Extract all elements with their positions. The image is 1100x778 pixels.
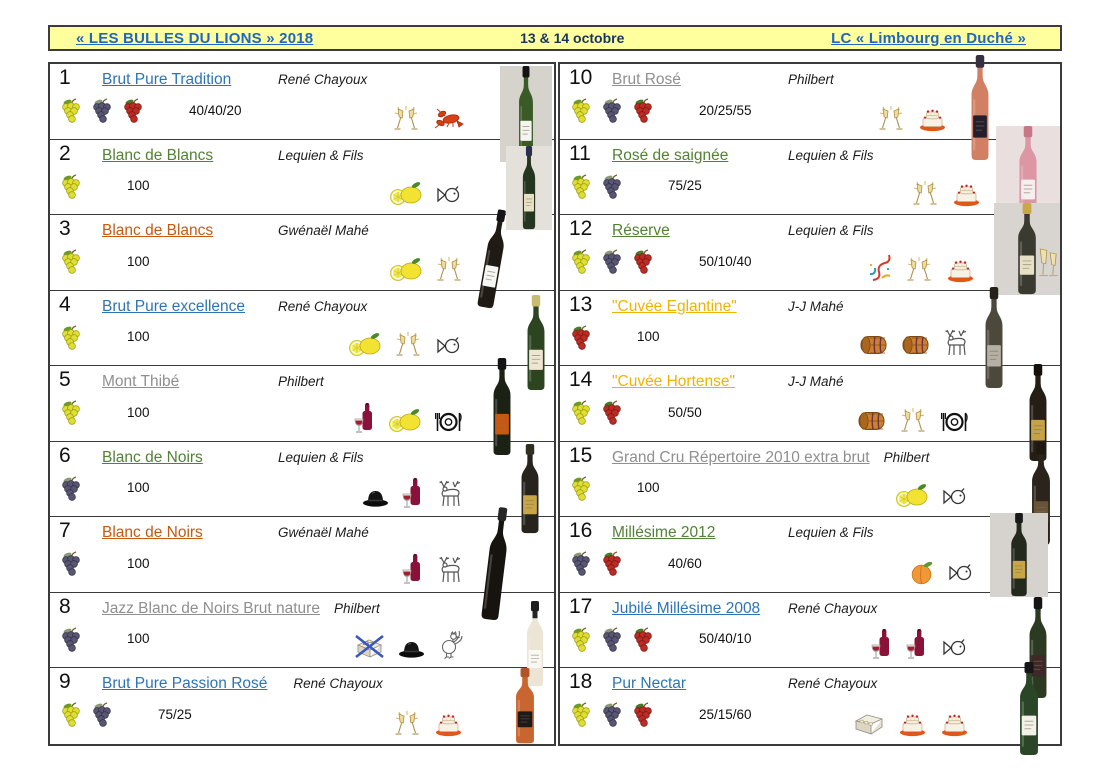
grape-yellow-icon: [568, 475, 594, 501]
blend-percentages: 100: [127, 555, 150, 571]
event-dates: 13 & 14 octobre: [520, 30, 625, 46]
grape-yellow-icon: [58, 173, 84, 199]
wine-number: 18: [569, 670, 593, 694]
grape-purple-icon: [599, 626, 625, 652]
header-bar: [48, 25, 1062, 51]
grape-purple-icon: [599, 701, 625, 727]
wine-row: [50, 64, 554, 140]
cake-icon: [917, 105, 948, 132]
grape-red-icon: [568, 324, 594, 350]
wine-name-link[interactable]: "Cuvée Eglantine": [612, 297, 737, 315]
grape-blend-line: [58, 399, 150, 425]
grape-blend-line: [568, 324, 660, 350]
champagne-glasses-icon: [910, 180, 940, 207]
barrel-icon: [858, 333, 889, 358]
wine-number: 15: [569, 443, 593, 467]
wine-number: 11: [569, 141, 591, 165]
wine-number: 6: [59, 443, 71, 467]
wine-row: [50, 442, 554, 518]
champagne-glasses-icon: [876, 105, 906, 132]
pairing-icons: [353, 403, 464, 434]
grape-purple-icon: [568, 550, 594, 576]
grape-purple-icon: [599, 173, 625, 199]
wine-table-right: [558, 62, 1062, 746]
producer-name: Lequien & Fils: [278, 147, 364, 163]
wine-bottle-glass-icon: [870, 629, 894, 660]
fish-icon: [940, 485, 970, 509]
producer-name: Gwénaël Mahé: [278, 223, 369, 239]
pairing-icons: [348, 331, 464, 358]
pairing-icons: [895, 482, 970, 509]
grape-blend-line: [568, 475, 660, 501]
producer-name: Lequien & Fils: [788, 147, 874, 163]
fish-icon: [434, 334, 464, 358]
cake-icon: [939, 710, 970, 737]
pairing-icons: [401, 554, 464, 585]
producer-name: Gwénaël Mahé: [278, 525, 369, 541]
grape-blend-line: [58, 550, 150, 576]
lemon-icon: [389, 180, 423, 207]
fish-icon: [434, 183, 464, 207]
grape-purple-icon: [58, 475, 84, 501]
grape-yellow-icon: [58, 701, 84, 727]
plate-cutlery-icon: [939, 410, 970, 434]
producer-name: René Chayoux: [278, 72, 368, 87]
champagne-glasses-icon: [898, 407, 928, 434]
grape-purple-icon: [599, 248, 625, 274]
wine-name-link[interactable]: Brut Pure Tradition: [102, 71, 232, 88]
grape-blend-line: [568, 97, 752, 123]
pairing-icons: [353, 630, 464, 660]
wine-row: [50, 593, 554, 669]
grape-blend-line: [58, 248, 150, 274]
wine-row: [560, 517, 1060, 593]
wine-row: [50, 668, 554, 744]
grape-yellow-icon: [58, 97, 84, 123]
wine-row: [560, 291, 1060, 367]
producer-name: René Chayoux: [788, 600, 878, 616]
blend-percentages: 75/25: [158, 706, 192, 722]
blend-percentages: 50/50: [668, 404, 702, 420]
grape-blend-line: [568, 701, 752, 727]
grape-purple-icon: [58, 626, 84, 652]
wine-name-link[interactable]: Blanc de Noirs: [102, 524, 203, 542]
cake-icon: [897, 710, 928, 737]
producer-name: J-J Mahé: [788, 374, 844, 390]
wine-name-link[interactable]: Réserve: [612, 222, 670, 240]
wine-row: [560, 593, 1060, 669]
blend-percentages: 100: [127, 480, 150, 496]
grape-yellow-icon: [568, 173, 594, 199]
grape-red-icon: [120, 97, 146, 123]
wine-row: [560, 668, 1060, 744]
wine-row: [50, 366, 554, 442]
grape-blend-line: [58, 701, 192, 727]
wine-number: 17: [569, 594, 593, 618]
pairing-icons: [876, 105, 948, 132]
grape-blend-line: [58, 324, 150, 350]
grape-blend-line: [568, 550, 702, 576]
wine-row: [50, 517, 554, 593]
blend-percentages: 100: [127, 329, 150, 345]
barrel-icon: [900, 333, 931, 358]
grape-yellow-icon: [58, 324, 84, 350]
wine-name-link[interactable]: Pur Nectar: [612, 675, 687, 693]
grape-blend-line: [58, 626, 150, 652]
bottle-photo: [994, 203, 1060, 300]
lemon-icon: [389, 256, 423, 283]
grape-blend-line: [568, 248, 752, 274]
wine-name-link[interactable]: Brut Rosé: [612, 71, 681, 88]
bowler-hat-icon: [397, 639, 426, 660]
pairing-icons: [856, 407, 970, 434]
rooster-icon: [437, 630, 464, 660]
pairing-icons: [389, 180, 464, 207]
champagne-glasses-icon: [392, 710, 422, 737]
wine-number: 4: [59, 292, 71, 316]
wine-name-link[interactable]: Jazz Blanc de Noirs Brut nature: [102, 599, 320, 617]
wine-row: [50, 215, 554, 291]
blend-percentages: 100: [127, 631, 150, 647]
cake-icon: [945, 256, 976, 283]
pairing-icons: [389, 256, 464, 283]
grape-yellow-icon: [568, 399, 594, 425]
lobster-icon: [432, 106, 464, 132]
grape-purple-icon: [89, 701, 115, 727]
producer-name: René Chayoux: [293, 676, 383, 692]
pairing-icons: [910, 180, 982, 207]
wine-name-link[interactable]: Blanc de Blancs: [102, 146, 214, 164]
bottle-photo: [996, 126, 1060, 225]
grape-blend-line: [58, 173, 150, 199]
fish-icon: [946, 561, 976, 585]
deer-icon: [436, 555, 464, 585]
wine-number: 7: [59, 519, 71, 543]
champagne-glasses-icon: [434, 256, 464, 283]
blend-percentages: 20/25/55: [699, 102, 752, 118]
grape-yellow-icon: [58, 248, 84, 274]
wine-bottle-glass-icon: [353, 403, 377, 434]
producer-name: René Chayoux: [278, 298, 368, 314]
wine-number: 2: [59, 141, 71, 165]
grape-blend-line: [58, 475, 150, 501]
producer-name: Philbert: [333, 600, 380, 616]
grape-yellow-icon: [568, 248, 594, 274]
barrel-icon: [856, 409, 887, 434]
grape-purple-icon: [599, 97, 625, 123]
champagne-glasses-icon: [391, 105, 421, 132]
wine-name-link[interactable]: "Cuvée Hortense": [612, 373, 736, 391]
grape-blend-line: [58, 97, 242, 123]
wine-name-link[interactable]: Mont Thibé: [102, 373, 180, 391]
blend-percentages: 100: [127, 253, 150, 269]
lemon-icon: [895, 482, 929, 509]
blend-percentages: 40/60: [668, 555, 702, 571]
biscuit-box-icon: [852, 712, 886, 737]
wine-name-link[interactable]: Blanc de Blancs: [102, 222, 214, 240]
blend-percentages: 100: [127, 178, 150, 194]
grape-red-icon: [630, 701, 656, 727]
grape-blend-line: [568, 626, 752, 652]
blend-percentages: 100: [637, 480, 660, 496]
wine-row: [50, 140, 554, 216]
wine-name-link[interactable]: Blanc de Noirs: [102, 448, 203, 466]
grape-blend-line: [568, 399, 702, 425]
grape-purple-icon: [58, 550, 84, 576]
grape-yellow-icon: [58, 399, 84, 425]
wine-number: 16: [569, 519, 593, 543]
grape-purple-icon: [89, 97, 115, 123]
blend-percentages: 50/10/40: [699, 253, 752, 269]
blend-percentages: 50/40/10: [699, 631, 752, 647]
champagne-glasses-icon: [904, 256, 934, 283]
wine-number: 1: [59, 66, 71, 89]
producer-name: J-J Mahé: [788, 298, 844, 314]
blend-percentages: 100: [127, 404, 150, 420]
wine-bottle-glass-icon: [401, 554, 425, 585]
wine-row: [50, 291, 554, 367]
grape-red-icon: [599, 399, 625, 425]
deer-icon: [436, 479, 464, 509]
pairing-icons: [391, 105, 464, 132]
wine-row: [560, 442, 1060, 518]
grape-blend-line: [568, 173, 702, 199]
wine-row: [560, 64, 1060, 140]
grape-red-icon: [630, 626, 656, 652]
wine-name-link[interactable]: Brut Pure excellence: [102, 297, 246, 315]
grape-yellow-icon: [568, 626, 594, 652]
producer-name: Lequien & Fils: [278, 449, 364, 465]
champagne-glasses-icon: [393, 331, 423, 358]
event-title-link[interactable]: « LES BULLES DU LIONS » 2018: [76, 29, 314, 47]
grape-yellow-icon: [568, 97, 594, 123]
pairing-icons: [392, 710, 464, 737]
peach-icon: [909, 560, 935, 585]
club-title-link[interactable]: LC « Limbourg en Duché »: [831, 29, 1026, 47]
streamer-icon: [866, 253, 893, 283]
pairing-icons: [858, 328, 970, 358]
cake-icon: [433, 710, 464, 737]
wine-number: 13: [569, 292, 593, 316]
producer-name: Lequien & Fils: [788, 525, 874, 541]
wine-bottle-glass-icon: [401, 478, 425, 509]
wine-number: 12: [569, 217, 593, 241]
deer-icon: [942, 328, 970, 358]
wine-number: 10: [569, 66, 593, 89]
wine-number: 5: [59, 368, 71, 392]
wine-name-link[interactable]: Jubilé Millésime 2008: [612, 599, 761, 617]
bowler-hat-icon: [361, 488, 390, 509]
blend-percentages: 75/25: [668, 178, 702, 194]
wine-row: [560, 366, 1060, 442]
wine-bottle-glass-icon: [905, 629, 929, 660]
producer-name: Philbert: [883, 449, 930, 465]
wine-table-left: [48, 62, 556, 746]
plate-cutlery-icon: [433, 410, 464, 434]
pairing-icons: [870, 629, 970, 660]
producer-name: Lequien & Fils: [788, 223, 874, 239]
wine-name-link[interactable]: Rosé de saignée: [612, 146, 729, 164]
grape-red-icon: [630, 97, 656, 123]
wine-row: [560, 215, 1060, 291]
wine-number: 8: [59, 594, 71, 618]
blend-percentages: 25/15/60: [699, 706, 752, 722]
blend-percentages: 100: [637, 329, 660, 345]
grape-yellow-icon: [568, 701, 594, 727]
wine-name-link[interactable]: Millésime 2012: [612, 524, 716, 542]
grape-red-icon: [630, 248, 656, 274]
pairing-icons: [866, 253, 976, 283]
sugar-box-crossed-icon: [353, 633, 386, 660]
lemon-icon: [388, 407, 422, 434]
pairing-icons: [852, 710, 970, 737]
producer-name: René Chayoux: [788, 676, 878, 692]
pairing-icons: [909, 560, 976, 585]
blend-percentages: 40/40/20: [189, 102, 242, 118]
wine-name-link[interactable]: Grand Cru Répertoire 2010 extra brut: [612, 448, 870, 466]
producer-name: Philbert: [278, 374, 324, 390]
wine-number: 3: [59, 217, 71, 241]
wine-number: 9: [59, 670, 71, 694]
wine-number: 14: [569, 368, 593, 392]
producer-name: Philbert: [788, 72, 834, 87]
wine-row: [560, 140, 1060, 216]
pairing-icons: [361, 478, 464, 509]
cake-icon: [951, 180, 982, 207]
fish-icon: [940, 636, 970, 660]
grape-red-icon: [599, 550, 625, 576]
lemon-icon: [348, 331, 382, 358]
wine-name-link[interactable]: Brut Pure Passion Rosé: [102, 675, 268, 693]
